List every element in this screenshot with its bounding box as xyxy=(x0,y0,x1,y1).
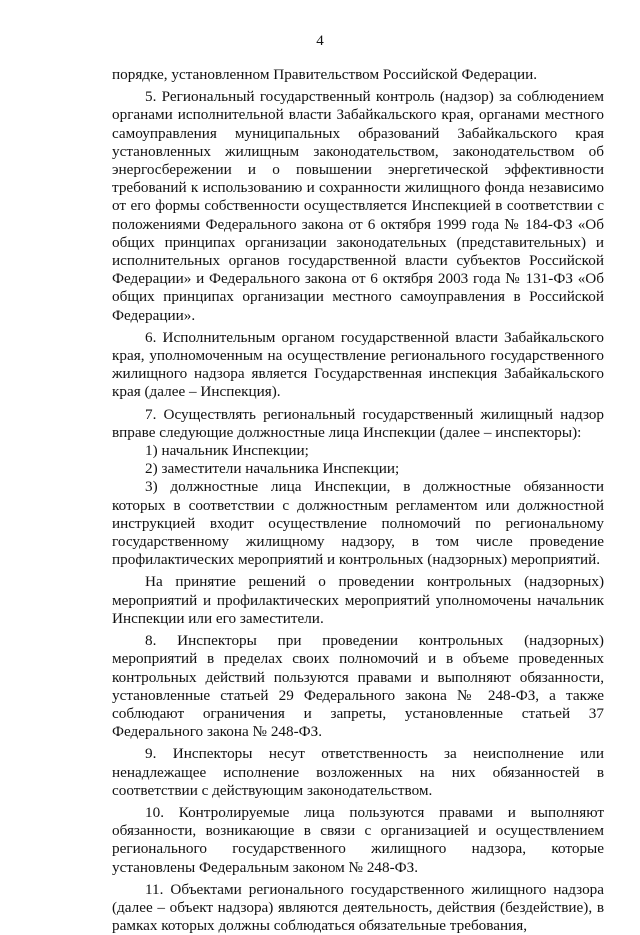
page-number: 4 xyxy=(316,33,324,49)
paragraph-continuation: порядке, установленном Правительством Российской Федерации. xyxy=(112,66,538,83)
paragraph-8: 8. Инспекторы при проведении контрольных (надзорных) мероприятий в пределах своих полномочий и в объеме проведенных контрольных действий пользуются правами и выполняют обязанности, установленные статьей 29 Федерального закона № 248-ФЗ, а также соблюдают ограничения и запреты, установленные статьей 37 Федерального закона № 248-ФЗ. xyxy=(112,632,604,741)
paragraph-5: 5. Региональный государственный контроль (надзор) за соблюдением органами исполнительной власти Забайкальского края, органами местного самоуправления муниципальных образований Забайкальского края установленных жилищным законодательством, законодательством об энергосбережении и о повышении энергетической эффективности требований к использованию и сохранности жилищного фонда независимо от его формы собственности осуществляется Инспекцией в соответствии с положениями Федерального закона от 6 октября 1999 года № 184-ФЗ «Об общих принципах организации законодательных (представительных) и исполнительных органов государственной власти субъектов Российской Федерации» и Федерального закона от 6 октября 2003 года № 131-ФЗ «Об общих принципах организации местного самоуправления в Российской Федерации». xyxy=(112,88,604,324)
document-body xyxy=(112,66,604,935)
paragraph-decisions: На принятие решений о проведении контрольных (надзорных) мероприятий и профилактических мероприятий уполномочены начальник Инспекции или его заместители. xyxy=(112,573,604,627)
paragraph-6: 6. Исполнительным органом государственной власти Забайкальского края, уполномоченным на осуществление регионального государственного жилищного надзора является Государственная инспекция Забайкальского края (далее – Инспекция). xyxy=(112,328,604,401)
paragraph-10: 10. Контролируемые лица пользуются правами и выполняют обязанности, возникающие в связи с организацией и осуществлением регионального государственного жилищного надзора, которые установлены Федеральным законом № 248-ФЗ. xyxy=(112,803,604,876)
paragraph-11: 11. Объектами регионального государственного жилищного надзора (далее – объект надзора) являются деятельность, действия (бездействие), в рамках которых должны соблюдаться обязательные требования, xyxy=(112,880,604,935)
paragraph-9: 9. Инспекторы несут ответственность за неисполнение или ненадлежащее исполнение возложенных на них обязанностей в соответствии с действующим законодательством. xyxy=(112,745,604,799)
list-item-1: 1) начальник Инспекции; xyxy=(145,442,309,460)
list-item-3: 3) должностные лица Инспекции, в должностные обязанности которых в соответствии с должностным регламентом или должностной инструкцией входит осуществление полномочий по региональному государственному жилищному надзору, в том числе проведение профилактических мероприятий и контрольных (надзорных) мероприятий. xyxy=(112,478,604,569)
paragraph-7: 7. Осуществлять региональный государственный жилищный надзор вправе следующие должностные лица Инспекции (далее – инспекторы): xyxy=(112,405,604,441)
list-item-2: 2) заместители начальника Инспекции; xyxy=(145,460,400,478)
